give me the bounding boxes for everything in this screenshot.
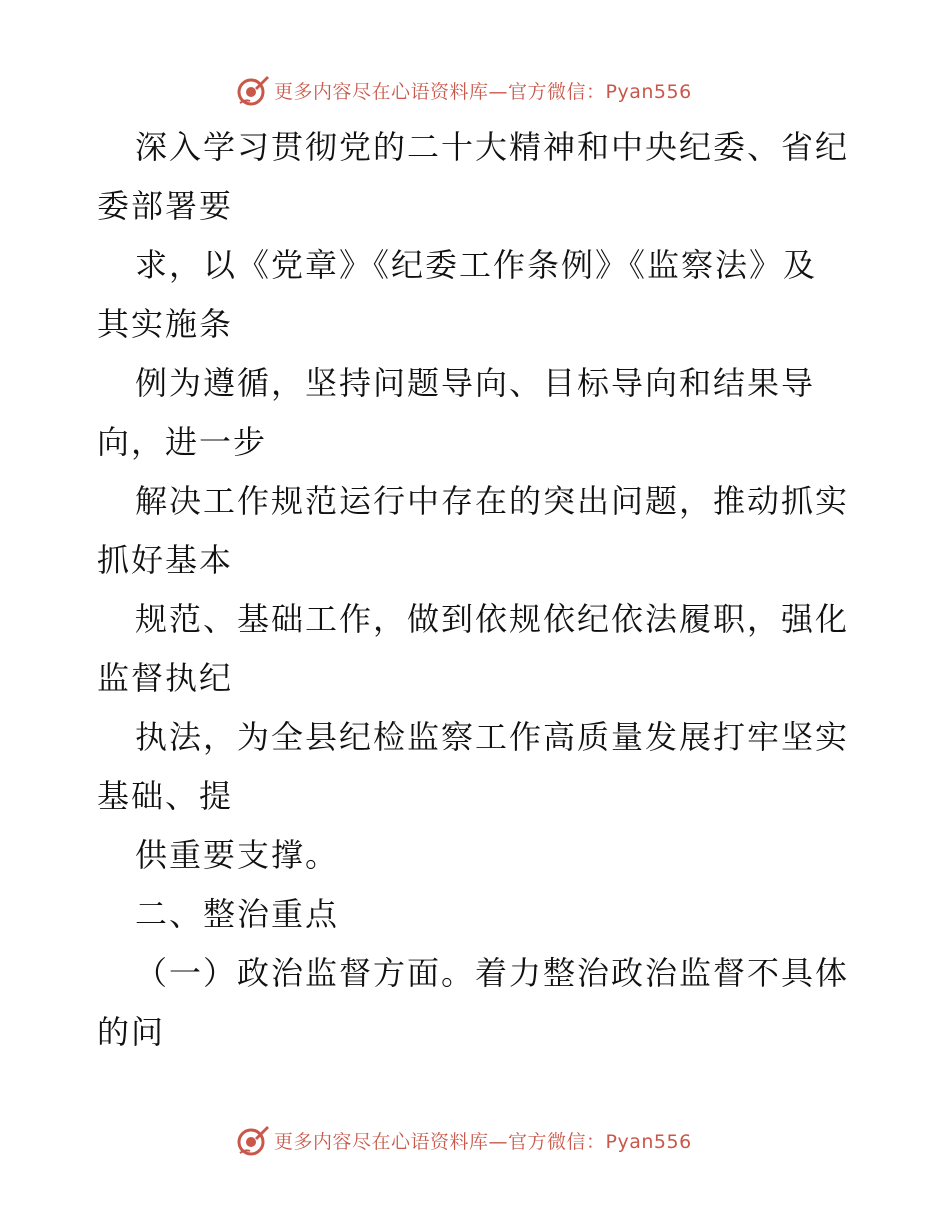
text-line: 求，以《党章》《纪委工作条例》《监察法》及	[135, 246, 818, 284]
text-line: 供重要支撑。	[135, 836, 340, 874]
section-heading: 二、整治重点	[135, 895, 340, 933]
text-line: 向，进一步	[97, 423, 268, 461]
text-line: 抓好基本	[97, 541, 234, 579]
text-line: 例为遵循，坚持问题导向、目标导向和结果导	[135, 364, 816, 402]
text-line: 其实施条	[97, 305, 234, 343]
header-banner-text: 更多内容尽在心语资料库—官方微信：Pyan556	[274, 80, 692, 103]
text-line: 委部署要	[97, 187, 234, 225]
text-line: （一）政治监督方面。着力整治政治监督不具体	[135, 954, 850, 992]
brush-pen-logo-icon	[236, 73, 270, 107]
text-line: 深入学习贯彻党的二十大精神和中央纪委、省纪	[135, 128, 850, 166]
text-line: 监督执纪	[97, 659, 234, 697]
header-banner	[236, 73, 692, 107]
document-body	[97, 118, 857, 1062]
text-line: 基础、提	[97, 777, 234, 815]
footer-banner	[236, 1123, 692, 1157]
brush-pen-logo-icon	[236, 1123, 270, 1157]
text-line: 执法，为全县纪检监察工作高质量发展打牢坚实	[135, 718, 850, 756]
text-line: 规范、基础工作，做到依规依纪依法履职，强化	[135, 600, 850, 638]
footer-banner-text: 更多内容尽在心语资料库—官方微信：Pyan556	[274, 1130, 692, 1153]
text-line: 解决工作规范运行中存在的突出问题，推动抓实	[135, 482, 850, 520]
text-line: 的问	[97, 1013, 166, 1051]
